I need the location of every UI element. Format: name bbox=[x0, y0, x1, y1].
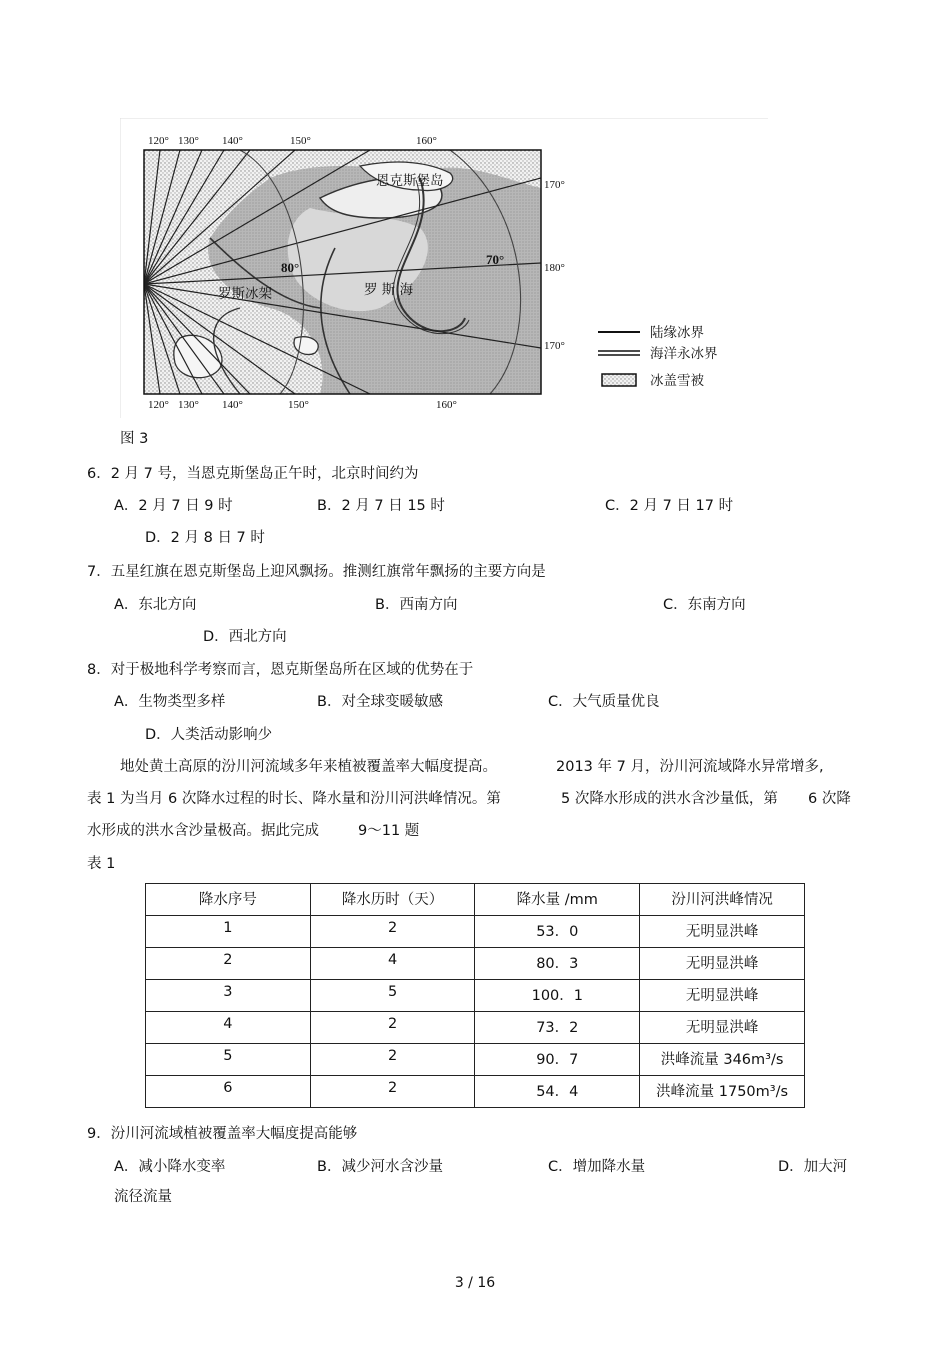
top-lon-label: 160° bbox=[416, 135, 437, 147]
table-row bbox=[146, 1012, 805, 1044]
passage-line: 5 次降水形成的洪水含沙量低，第 bbox=[561, 791, 778, 807]
passage-line: 地处黄土高原的汾川河流域多年来植被覆盖率大幅度提高。 bbox=[120, 759, 497, 775]
top-lon-label: 120° bbox=[148, 135, 169, 147]
table-cell: 洪峰流量 346m³/s bbox=[640, 1044, 805, 1076]
table-cell: 2 bbox=[310, 916, 475, 948]
table-cell: 无明显洪峰 bbox=[640, 980, 805, 1012]
right-lon-label: 170° bbox=[544, 179, 565, 191]
lat-label-80: 80° bbox=[281, 260, 300, 275]
label-inexpressible-island: 恩克斯堡岛 bbox=[376, 173, 444, 189]
question-9-option-d-wrap: 流径流量 bbox=[114, 1189, 172, 1205]
label-ross-ice-shelf: 罗斯冰架 bbox=[218, 286, 272, 302]
table-row bbox=[146, 1076, 805, 1108]
map-figure bbox=[120, 118, 768, 418]
table-cell: 无明显洪峰 bbox=[640, 916, 805, 948]
label-ross-sea: 罗 斯 海 bbox=[364, 282, 414, 298]
lat-label-70: 70° bbox=[486, 252, 505, 267]
table-cell: 2 bbox=[310, 1044, 475, 1076]
question-9-option-b: B．减少河水含沙量 bbox=[317, 1159, 443, 1175]
passage-line: 2013 年 7 月，汾川河流域降水异常增多, bbox=[556, 759, 824, 775]
question-6-option-c: C．2 月 7 日 17 时 bbox=[605, 498, 734, 514]
table-header: 降水序号 bbox=[146, 884, 311, 916]
table-row bbox=[146, 948, 805, 980]
right-lon-label: 170° bbox=[544, 340, 565, 352]
table-cell: 73．2 bbox=[475, 1012, 640, 1044]
question-7-option-d: D．西北方向 bbox=[203, 629, 287, 645]
question-8-option-d: D．人类活动影响少 bbox=[145, 727, 273, 743]
table-cell: 无明显洪峰 bbox=[640, 1012, 805, 1044]
legend-label: 陆缘冰界 bbox=[650, 325, 704, 341]
page-number: 3 / 16 bbox=[454, 1275, 496, 1291]
top-lon-label: 130° bbox=[178, 135, 199, 147]
question-8-option-b: B．对全球变暖敏感 bbox=[317, 694, 443, 710]
table-cell: 4 bbox=[310, 948, 475, 980]
table-caption: 表 1 bbox=[87, 856, 116, 872]
question-6-stem: 6．2 月 7 号，当恩克斯堡岛正午时，北京时间约为 bbox=[87, 466, 419, 482]
passage-line: 6 次降 bbox=[808, 791, 851, 807]
ross-sea-map bbox=[120, 118, 768, 418]
table-cell: 1 bbox=[146, 916, 311, 948]
passage-line: 9～11 题 bbox=[358, 823, 420, 839]
table-cell: 5 bbox=[310, 980, 475, 1012]
figure-caption: 图 3 bbox=[120, 431, 149, 447]
table-cell: 54．4 bbox=[475, 1076, 640, 1108]
right-lon-label: 180° bbox=[544, 262, 565, 274]
bottom-lon-label: 120° bbox=[148, 399, 169, 411]
question-8-stem: 8．对于极地科学考察而言，恩克斯堡岛所在区域的优势在于 bbox=[87, 662, 474, 678]
question-7-option-a: A．东北方向 bbox=[114, 597, 197, 613]
bottom-lon-label: 150° bbox=[288, 399, 309, 411]
passage-line: 水形成的洪水含沙量极高。据此完成 bbox=[87, 823, 319, 839]
table-cell: 90．7 bbox=[475, 1044, 640, 1076]
table-cell: 2 bbox=[310, 1076, 475, 1108]
passage-line: 表 1 为当月 6 次降水过程的时长、降水量和汾川河洪峰情况。第 bbox=[87, 791, 501, 807]
question-6-option-a: A．2 月 7 日 9 时 bbox=[114, 498, 233, 514]
table-row bbox=[146, 1044, 805, 1076]
question-7-stem: 7．五星红旗在恩克斯堡岛上迎风飘扬。推测红旗常年飘扬的主要方向是 bbox=[87, 564, 546, 580]
table-cell: 3 bbox=[146, 980, 311, 1012]
table-cell: 无明显洪峰 bbox=[640, 948, 805, 980]
question-7-option-c: C．东南方向 bbox=[663, 597, 746, 613]
table-row bbox=[146, 916, 805, 948]
question-9-stem: 9．汾川河流域植被覆盖率大幅度提高能够 bbox=[87, 1126, 358, 1142]
bottom-lon-label: 140° bbox=[222, 399, 243, 411]
table-cell: 4 bbox=[146, 1012, 311, 1044]
precipitation-table bbox=[145, 883, 805, 1108]
question-6-option-d: D．2 月 8 日 7 时 bbox=[145, 530, 265, 546]
question-7-option-b: B．西南方向 bbox=[375, 597, 458, 613]
question-8-option-a: A．生物类型多样 bbox=[114, 694, 226, 710]
legend-label: 海洋永冰界 bbox=[650, 346, 718, 362]
table-header: 降水量 /mm bbox=[475, 884, 640, 916]
table-cell: 6 bbox=[146, 1076, 311, 1108]
table-cell: 洪峰流量 1750m³/s bbox=[640, 1076, 805, 1108]
bottom-lon-label: 130° bbox=[178, 399, 199, 411]
table-header-row bbox=[146, 884, 805, 916]
table-header: 降水历时（天） bbox=[310, 884, 475, 916]
top-lon-label: 140° bbox=[222, 135, 243, 147]
bottom-lon-label: 160° bbox=[436, 399, 457, 411]
table-cell: 5 bbox=[146, 1044, 311, 1076]
table-cell: 80．3 bbox=[475, 948, 640, 980]
question-9-option-c: C．增加降水量 bbox=[548, 1159, 646, 1175]
table-cell: 100．1 bbox=[475, 980, 640, 1012]
question-8-option-c: C．大气质量优良 bbox=[548, 694, 660, 710]
table-cell: 53．0 bbox=[475, 916, 640, 948]
table-row bbox=[146, 980, 805, 1012]
top-lon-label: 150° bbox=[290, 135, 311, 147]
question-9-option-a: A．减小降水变率 bbox=[114, 1159, 226, 1175]
legend-label: 冰盖雪被 bbox=[650, 373, 704, 389]
table-cell: 2 bbox=[310, 1012, 475, 1044]
question-9-option-d: D．加大河 bbox=[778, 1159, 848, 1175]
question-6-option-b: B．2 月 7 日 15 时 bbox=[317, 498, 445, 514]
table-header: 汾川河洪峰情况 bbox=[640, 884, 805, 916]
table-cell: 2 bbox=[146, 948, 311, 980]
